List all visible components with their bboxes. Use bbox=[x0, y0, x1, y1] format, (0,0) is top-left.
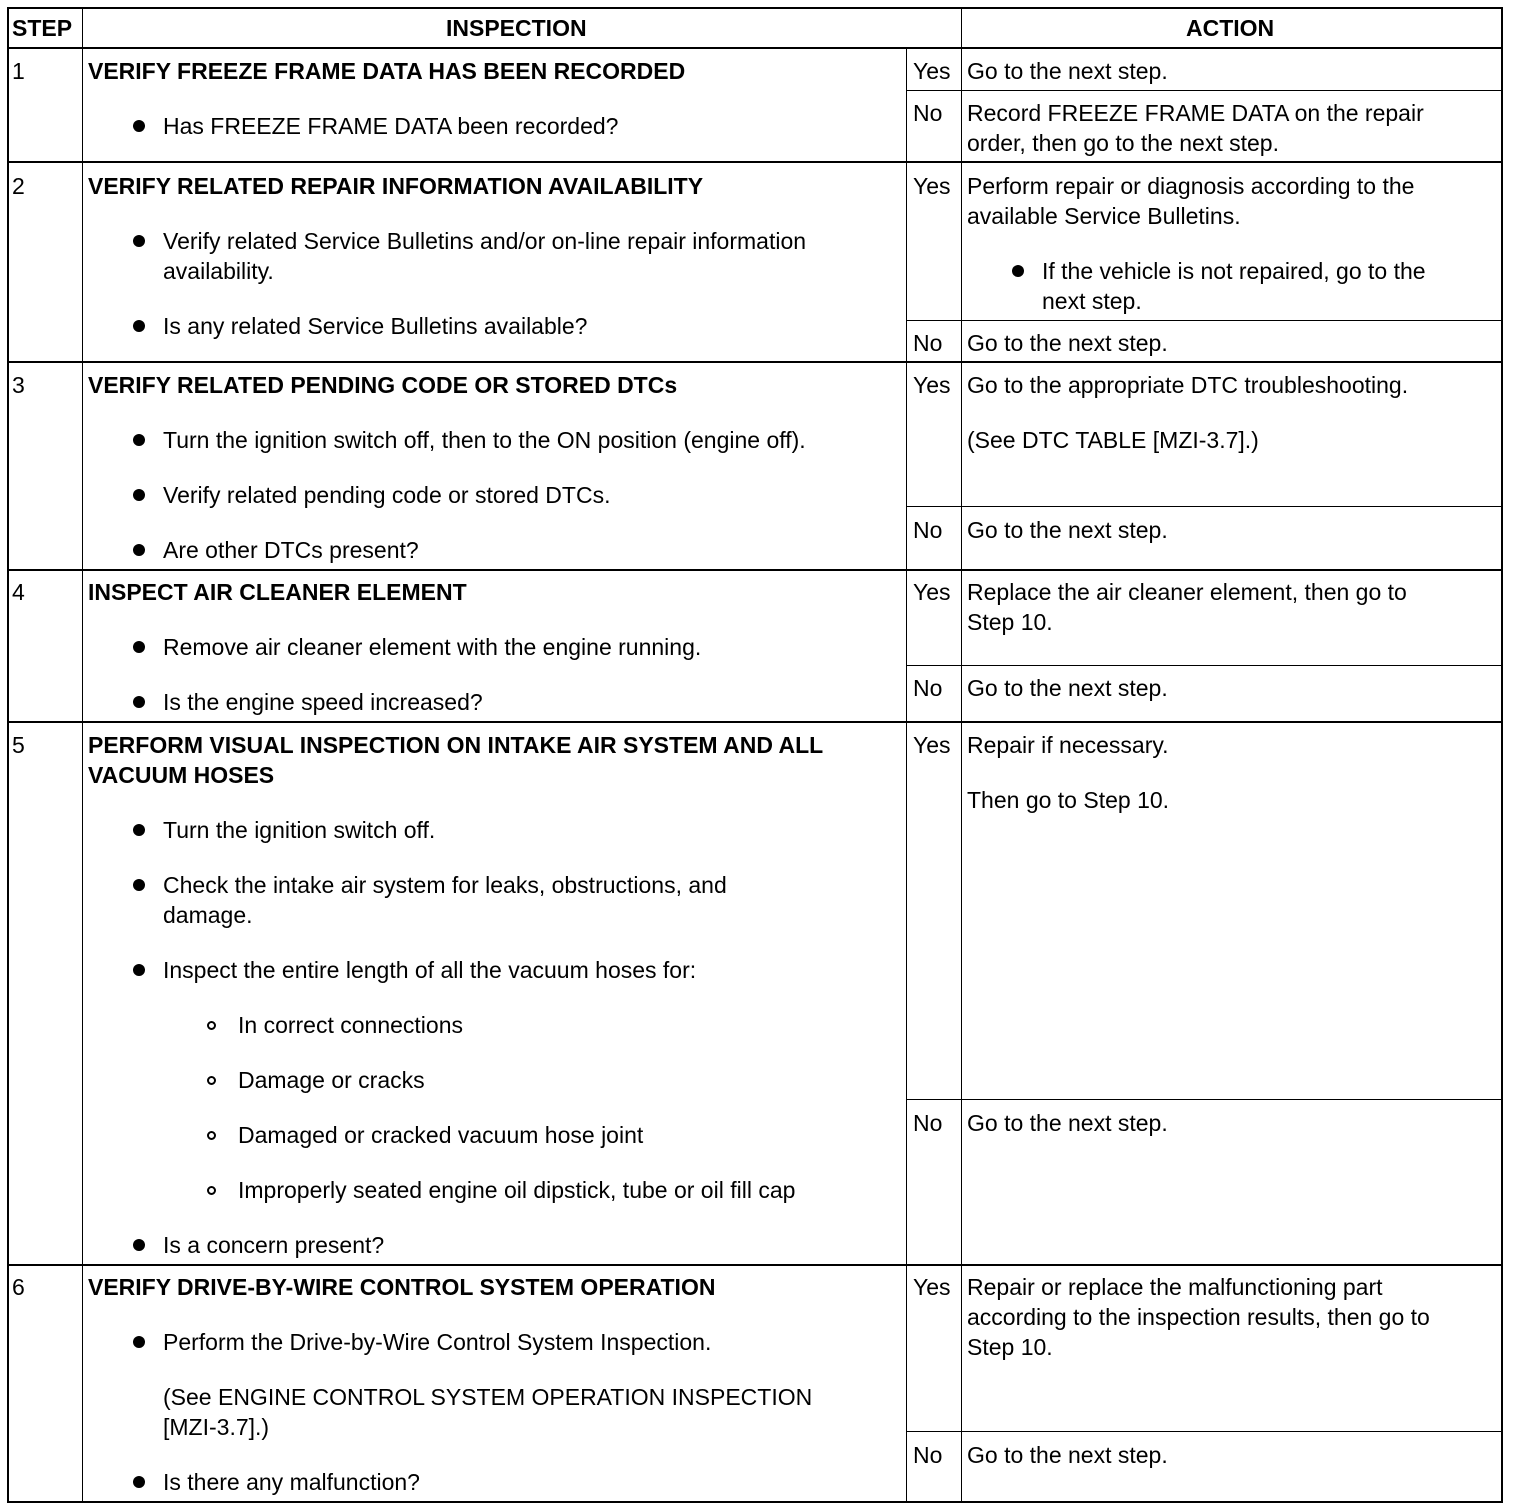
circle-bullet-icon bbox=[207, 1076, 216, 1085]
step-title: VERIFY DRIVE-BY-WIRE CONTROL SYSTEM OPERATION bbox=[88, 1274, 716, 1300]
yes-label: Yes bbox=[913, 732, 951, 758]
no-action: Record FREEZE FRAME DATA on the repair bbox=[967, 100, 1424, 126]
bullet-icon bbox=[133, 120, 145, 132]
yes-action: next step. bbox=[1042, 288, 1142, 314]
inspection-item: Inspect the entire length of all the vacuum hoses for: bbox=[163, 957, 697, 983]
header-inspection: INSPECTION bbox=[446, 15, 587, 41]
column-divider bbox=[82, 7, 83, 1503]
bullet-icon bbox=[133, 964, 145, 976]
yes-action: (See DTC TABLE [MZI-3.7].) bbox=[967, 427, 1259, 453]
yes-label: Yes bbox=[913, 173, 951, 199]
no-action: Go to the next step. bbox=[967, 1442, 1168, 1468]
bullet-icon bbox=[1012, 265, 1024, 277]
step-number: 4 bbox=[12, 579, 25, 605]
step-number: 1 bbox=[12, 58, 25, 84]
inspection-item: Perform the Drive-by-Wire Control System Inspection. bbox=[163, 1329, 712, 1355]
yes-no-divider bbox=[906, 506, 1503, 507]
yes-no-divider bbox=[906, 320, 1503, 321]
row-divider bbox=[7, 721, 1503, 723]
header-divider bbox=[7, 47, 1503, 49]
column-divider bbox=[961, 7, 962, 1503]
inspection-item: Is the engine speed increased? bbox=[163, 689, 483, 715]
no-label: No bbox=[913, 675, 943, 701]
row-divider bbox=[7, 569, 1503, 571]
step-title: VERIFY FREEZE FRAME DATA HAS BEEN RECORDED bbox=[88, 58, 686, 84]
inspection-item: Has FREEZE FRAME DATA been recorded? bbox=[163, 113, 619, 139]
yes-action: Then go to Step 10. bbox=[967, 787, 1170, 813]
inspection-item: Remove air cleaner element with the engine running. bbox=[163, 634, 702, 660]
yes-no-divider bbox=[906, 1431, 1503, 1432]
no-action: Go to the next step. bbox=[967, 675, 1168, 701]
yes-label: Yes bbox=[913, 579, 951, 605]
no-label: No bbox=[913, 100, 943, 126]
yes-action: Repair if necessary. bbox=[967, 732, 1169, 758]
inspection-item: Is a concern present? bbox=[163, 1232, 385, 1258]
yes-label: Yes bbox=[913, 372, 951, 398]
inspection-subitem: In correct connections bbox=[238, 1012, 464, 1038]
yes-no-divider bbox=[906, 1099, 1503, 1100]
inspection-item: Verify related pending code or stored DTCs. bbox=[163, 482, 611, 508]
no-action: Go to the next step. bbox=[967, 1110, 1168, 1136]
inspection-item: Verify related Service Bulletins and/or on-line repair information bbox=[163, 228, 807, 254]
bullet-icon bbox=[133, 1476, 145, 1488]
inspection-subitem: Damaged or cracked vacuum hose joint bbox=[238, 1122, 644, 1148]
circle-bullet-icon bbox=[207, 1131, 216, 1140]
bullet-icon bbox=[133, 434, 145, 446]
inspection-item: Turn the ignition switch off. bbox=[163, 817, 436, 843]
inspection-item: availability. bbox=[163, 258, 274, 284]
step-title: INSPECT AIR CLEANER ELEMENT bbox=[88, 579, 467, 605]
inspection-item: Check the intake air system for leaks, obstructions, and bbox=[163, 872, 727, 898]
step-number: 5 bbox=[12, 732, 25, 758]
inspection-item: damage. bbox=[163, 902, 253, 928]
bullet-icon bbox=[133, 235, 145, 247]
bullet-icon bbox=[133, 696, 145, 708]
step-title: VERIFY RELATED REPAIR INFORMATION AVAILABILITY bbox=[88, 173, 704, 199]
bullet-icon bbox=[133, 489, 145, 501]
circle-bullet-icon bbox=[207, 1186, 216, 1195]
inspection-subitem: Damage or cracks bbox=[238, 1067, 425, 1093]
yes-action: Step 10. bbox=[967, 609, 1053, 635]
row-divider bbox=[7, 361, 1503, 363]
no-label: No bbox=[913, 330, 943, 356]
no-label: No bbox=[913, 517, 943, 543]
inspection-item: Is there any malfunction? bbox=[163, 1469, 420, 1495]
yes-label: Yes bbox=[913, 58, 951, 84]
bullet-icon bbox=[133, 824, 145, 836]
bullet-icon bbox=[133, 641, 145, 653]
yes-action: Step 10. bbox=[967, 1334, 1053, 1360]
no-action: Go to the next step. bbox=[967, 517, 1168, 543]
bullet-icon bbox=[133, 1239, 145, 1251]
yes-action: Replace the air cleaner element, then go to bbox=[967, 579, 1407, 605]
yes-action: Repair or replace the malfunctioning part bbox=[967, 1274, 1383, 1300]
bullet-icon bbox=[133, 1336, 145, 1348]
yes-label: Yes bbox=[913, 1274, 951, 1300]
inspection-item: Turn the ignition switch off, then to the ON position (engine off). bbox=[163, 427, 806, 453]
row-divider bbox=[7, 1264, 1503, 1266]
yes-action: Perform repair or diagnosis according to the bbox=[967, 173, 1415, 199]
circle-bullet-icon bbox=[207, 1021, 216, 1030]
yes-no-divider bbox=[906, 665, 1503, 666]
no-label: No bbox=[913, 1110, 943, 1136]
yes-action: according to the inspection results, then go to bbox=[967, 1304, 1430, 1330]
inspection-item: (See ENGINE CONTROL SYSTEM OPERATION INSPECTION bbox=[163, 1384, 813, 1410]
inspection-item: Is any related Service Bulletins available? bbox=[163, 313, 588, 339]
row-divider bbox=[7, 161, 1503, 163]
bullet-icon bbox=[133, 320, 145, 332]
step-title: VACUUM HOSES bbox=[88, 762, 275, 788]
inspection-item: Are other DTCs present? bbox=[163, 537, 419, 563]
no-label: No bbox=[913, 1442, 943, 1468]
inspection-item: [MZI-3.7].) bbox=[163, 1414, 270, 1440]
yes-action: Go to the appropriate DTC troubleshooting. bbox=[967, 372, 1409, 398]
bullet-icon bbox=[133, 544, 145, 556]
step-number: 3 bbox=[12, 372, 25, 398]
header-action: ACTION bbox=[1186, 15, 1275, 41]
yes-action: available Service Bulletins. bbox=[967, 203, 1241, 229]
yes-action: If the vehicle is not repaired, go to the bbox=[1042, 258, 1426, 284]
yes-action: Go to the next step. bbox=[967, 58, 1168, 84]
step-number: 6 bbox=[12, 1274, 25, 1300]
no-action: Go to the next step. bbox=[967, 330, 1168, 356]
step-title: PERFORM VISUAL INSPECTION ON INTAKE AIR SYSTEM AND ALL bbox=[88, 732, 824, 758]
step-title: VERIFY RELATED PENDING CODE OR STORED DTCs bbox=[88, 372, 678, 398]
step-number: 2 bbox=[12, 173, 25, 199]
header-step: STEP bbox=[12, 15, 73, 41]
bullet-icon bbox=[133, 879, 145, 891]
column-divider bbox=[906, 48, 907, 1503]
yes-no-divider bbox=[906, 90, 1503, 91]
inspection-subitem: Improperly seated engine oil dipstick, tube or oil fill cap bbox=[238, 1177, 796, 1203]
no-action: order, then go to the next step. bbox=[967, 130, 1279, 156]
